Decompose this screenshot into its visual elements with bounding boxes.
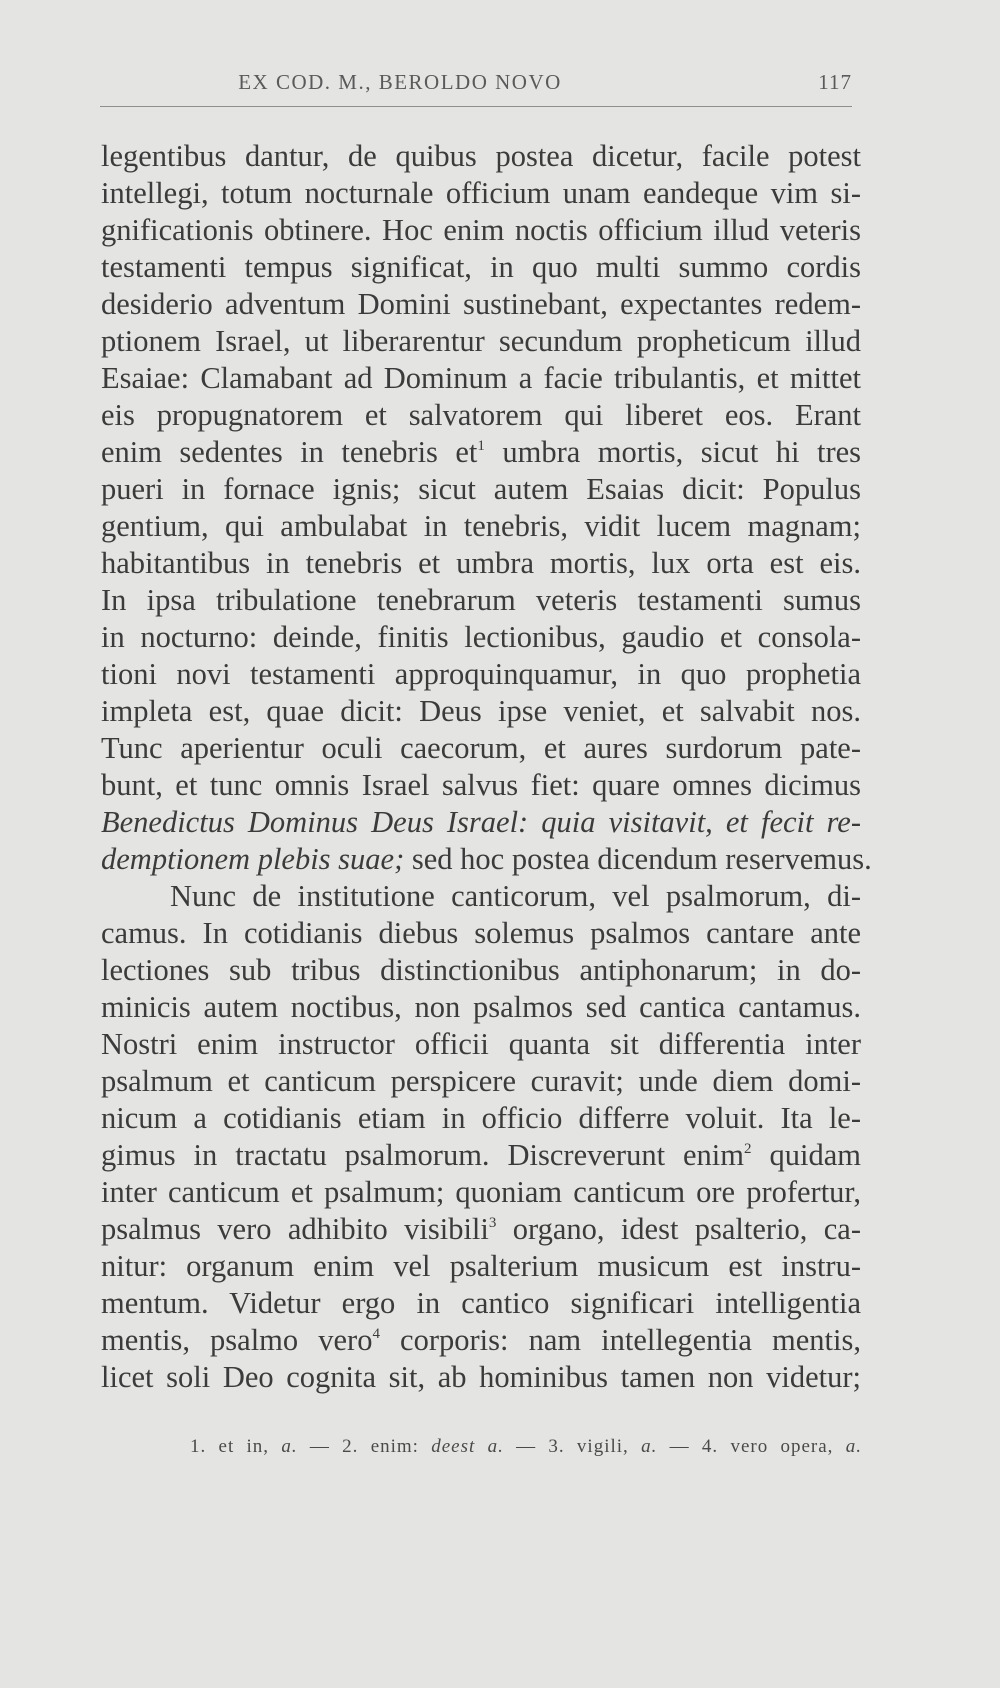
text-line: in nocturno: deinde, finitis lectionibus, gaudio et consola- <box>101 620 861 654</box>
text-line: lectiones sub tribus distinctionibus antiphonarum; in do- <box>101 953 861 987</box>
text-line: gentium, qui ambulabat in tenebris, vidit lucem magnam; <box>101 509 861 543</box>
text-line: gnificationis obtinere. Hoc enim noctis officium illud veteris <box>101 213 861 247</box>
text-line: Tunc aperientur oculi caecorum, et aures surdorum pate- <box>101 731 861 765</box>
text-segment: sed hoc postea dicendum reservemus. <box>404 842 872 876</box>
footnote-text: — 2. enim: <box>297 1436 432 1457</box>
text-line: nicum a cotidianis etiam in officio differre voluit. Ita le- <box>101 1101 861 1135</box>
footnote-text-italic: a. <box>641 1436 658 1457</box>
footnote-ref: 3 <box>488 1215 497 1231</box>
text-line: minicis autem noctibus, non psalmos sed cantica cantamus. <box>101 990 861 1024</box>
body-text <box>101 138 872 1396</box>
footnote-text: 1. et in, <box>190 1436 282 1457</box>
footnote-text: — 3. vigili, <box>503 1436 642 1457</box>
text-line <box>101 434 861 471</box>
text-line: Nostri enim instructor officii quanta sit differentia inter <box>101 1027 861 1061</box>
text-line: nitur: organum enim vel psalterium musicum est instru- <box>101 1249 861 1283</box>
text-line: mentum. Videtur ergo in cantico significari intelligentia <box>101 1286 861 1320</box>
text-line: ptionem Israel, ut liberarentur secundum propheticum illud <box>101 324 861 358</box>
text-line: camus. In cotidianis diebus solemus psalmos cantare ante <box>101 916 861 950</box>
footnote-ref: 2 <box>744 1141 752 1157</box>
footnotes <box>190 1436 862 1458</box>
text-segment: quidam <box>751 1138 861 1172</box>
text-line: impleta est, quae dicit: Deus ipse veniet, et salvabit nos. <box>101 694 861 728</box>
text-line: legentibus dantur, de quibus postea dicetur, facile potest <box>101 139 861 173</box>
text-line: licet soli Deo cognita sit, ab hominibus tamen non videtur; <box>101 1360 861 1394</box>
text-line: intellegi, totum nocturnale officium unam eandeque vim si- <box>101 176 861 210</box>
footnote-ref: 1 <box>477 438 485 454</box>
running-head <box>100 64 852 104</box>
paragraph-start-line: Nunc de institutione canticorum, vel psalmorum, di- <box>170 879 861 913</box>
text-line <box>101 841 872 878</box>
text-line: habitantibus in tenebris et umbra mortis, lux orta est eis. <box>101 546 861 580</box>
text-line: psalmum et canticum perspicere curavit; unde diem domi- <box>101 1064 861 1098</box>
text-segment-italic: demptionem plebis suae; <box>101 842 405 876</box>
text-line: Esaiae: Clamabant ad Dominum a facie tribulantis, et mittet <box>101 361 861 395</box>
footnote-text: — 4. vero opera, <box>657 1436 846 1457</box>
running-title: EX COD. M., BEROLDO NOVO <box>238 70 562 94</box>
text-line <box>101 1322 861 1359</box>
text-line: pueri in fornace ignis; sicut autem Esaias dicit: Populus <box>101 472 861 506</box>
text-segment: gimus in tractatu psalmorum. Discreverunt enim <box>101 1138 745 1172</box>
text-line: In ipsa tribulatione tenebrarum veteris testamenti sumus <box>101 583 861 617</box>
header-rule <box>100 106 852 107</box>
text-line-italic: Benedictus Dominus Deus Israel: quia visitavit, et fecit re- <box>101 805 861 839</box>
page-number: 117 <box>818 70 852 94</box>
text-segment: umbra mortis, sicut hi tres <box>484 435 862 469</box>
text-line: inter canticum et psalmum; quoniam canticum ore profertur, <box>101 1175 861 1209</box>
footnote-text-italic: deest a. <box>431 1436 504 1457</box>
text-line: eis propugnatorem et salvatorem qui liberet eos. Erant <box>101 398 861 432</box>
text-line: desiderio adventum Domini sustinebant, expectantes redem- <box>101 287 861 321</box>
text-line <box>101 1211 861 1248</box>
text-line: bunt, et tunc omnis Israel salvus fiet: quare omnes dicimus <box>101 768 861 802</box>
text-line: tioni novi testamenti approquinquamur, in quo prophetia <box>101 657 861 691</box>
text-line: testamenti tempus significat, in quo multi summo cordis <box>101 250 861 284</box>
text-segment: corporis: nam intellegentia mentis, <box>379 1323 861 1357</box>
text-segment: mentis, psalmo vero <box>101 1323 373 1357</box>
text-line <box>101 1137 861 1174</box>
footnote-text-italic: a. <box>281 1436 298 1457</box>
text-segment: enim sedentes in tenebris et <box>101 435 478 469</box>
footnote-ref: 4 <box>372 1326 380 1342</box>
text-segment: psalmus vero adhibito visibili <box>101 1212 489 1246</box>
text-segment: organo, idest psalterio, ca- <box>496 1212 861 1246</box>
footnote-text-italic: a. <box>845 1436 862 1457</box>
